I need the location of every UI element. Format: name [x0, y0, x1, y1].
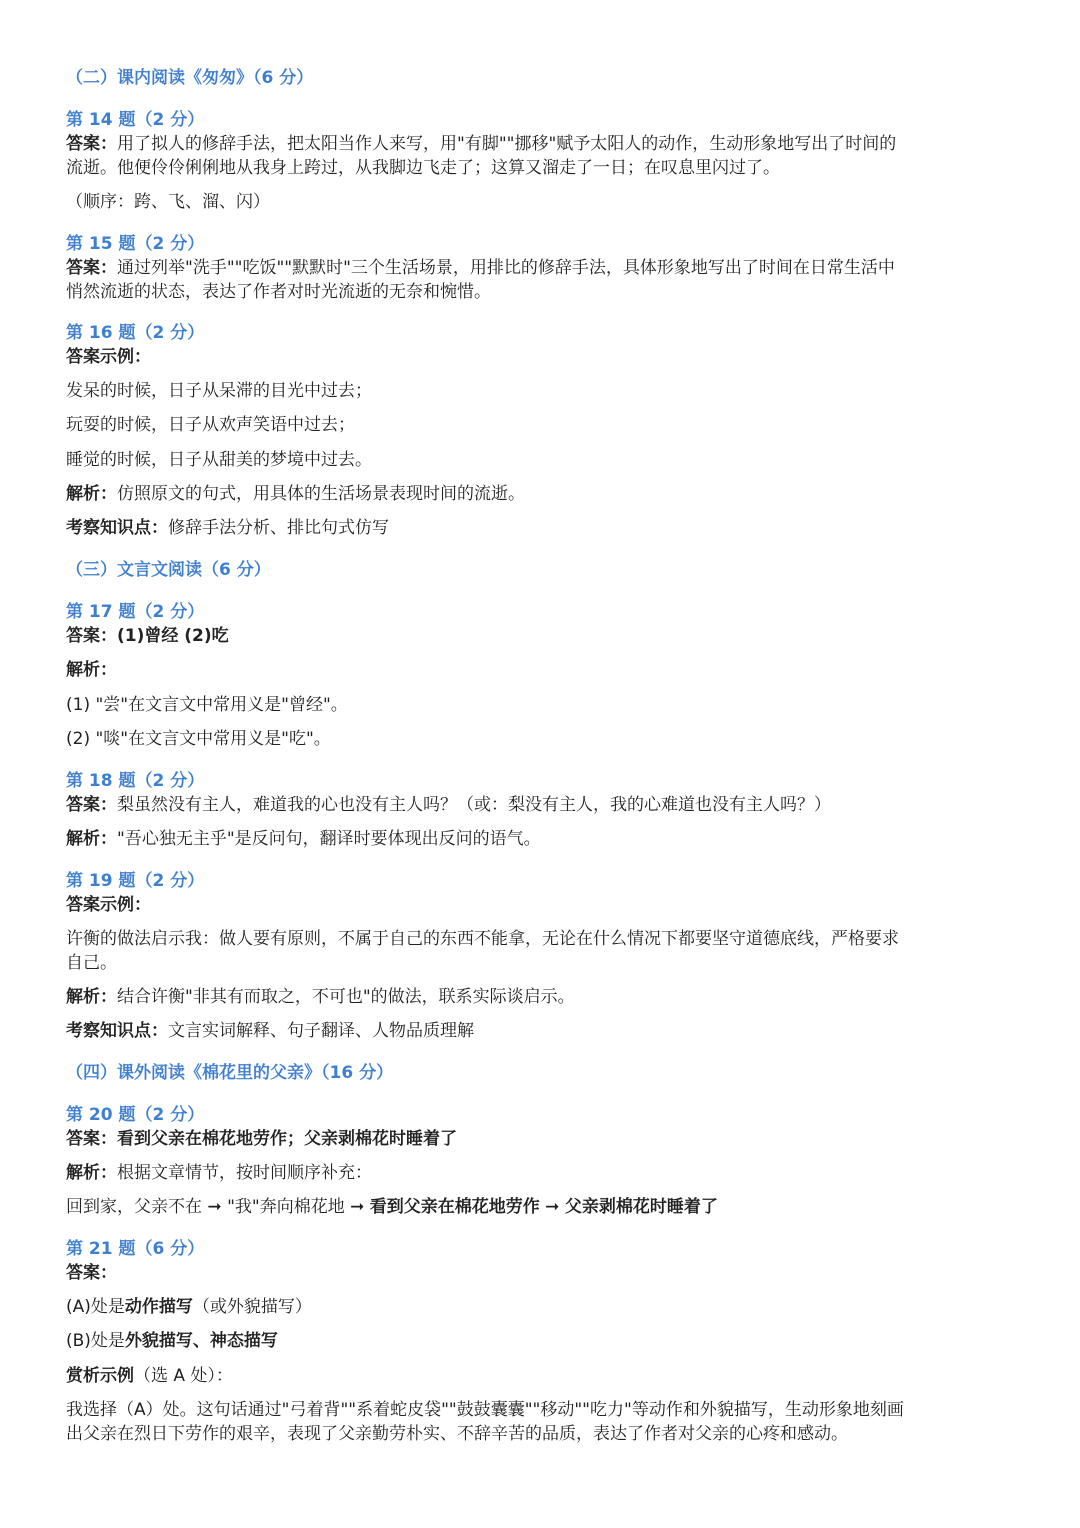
question-17-title: 第 17 题（2 分）: [66, 602, 205, 622]
section-title-kewai-yuedu: （四）课外阅读《棉花里的父亲》（16 分）: [66, 1063, 394, 1083]
answer-text: 通过列举"洗手""吃饭""默默时"三个生活场景，用排比的修辞手法，具体形象地写出了时间在日常生活中: [117, 258, 895, 278]
question-18-title: 第 18 题（2 分）: [66, 771, 205, 791]
answer-label: 答案：: [66, 134, 117, 154]
arrow-right-icon: ➞: [207, 1197, 222, 1217]
arrow-right-icon: ➞: [545, 1197, 560, 1217]
question-20-analysis: [66, 1161, 1016, 1185]
example-suffix: （选 A 处）：: [134, 1366, 233, 1386]
analysis-label: 解析：: [66, 987, 117, 1007]
question-17-analysis-1: (1) "尝"在文言文中常用义是"曾经"。: [66, 695, 348, 715]
question-19-analysis: [66, 985, 1016, 1009]
question-17-analysis-label: 解析：: [66, 660, 117, 680]
knowledge-text: 修辞手法分析、排比句式仿写: [168, 518, 389, 538]
question-16-analysis: [66, 482, 1016, 506]
question-21-answer-a: [66, 1295, 1016, 1319]
sequence-step-3: 看到父亲在棉花地劳作: [369, 1197, 540, 1217]
analysis-text: 根据文章情节，按时间顺序补充：: [117, 1163, 372, 1183]
question-18-answer: [66, 793, 1016, 817]
question-19-knowledge: [66, 1019, 1016, 1043]
arrow-right-icon: ➞: [350, 1197, 365, 1217]
question-16-example-label: 答案示例：: [66, 347, 151, 367]
analysis-text: "吾心独无主乎"是反问句，翻译时要体现出反问的语气。: [117, 829, 541, 849]
answer-b-key: 外貌描写、神态描写: [124, 1331, 278, 1351]
answer-b-prefix: (B)处是: [66, 1331, 125, 1351]
question-14-answer-line-2: 流逝。他便伶伶俐俐地从我身上跨过，从我脚边飞走了；这算又溜走了一日；在叹息里闪过了。: [66, 158, 780, 178]
question-15-title: 第 15 题（2 分）: [66, 234, 205, 254]
answer-label: 答案：: [66, 258, 117, 278]
question-18-analysis: [66, 827, 1016, 851]
analysis-text: 结合许衡"非其有而取之，不可也"的做法，联系实际谈启示。: [117, 987, 575, 1007]
question-19-title: 第 19 题（2 分）: [66, 871, 205, 891]
question-14-answer-line-1: [66, 132, 1016, 156]
answer-text: 看到父亲在棉花地劳作；父亲剥棉花时睡着了: [117, 1129, 457, 1149]
question-17-analysis-2: (2) "啖"在文言文中常用义是"吃"。: [66, 729, 331, 749]
question-21-answer-b: [66, 1329, 1016, 1353]
question-21-example-line-2: 出父亲在烈日下劳作的艰辛，表现了父亲勤劳朴实、不辞辛苦的品质，表达了作者对父亲的心疼和感动。: [66, 1424, 848, 1444]
question-19-example-label: 答案示例：: [66, 895, 151, 915]
answer-label: 答案：: [66, 1129, 117, 1149]
question-16-example-line-3: 睡觉的时候，日子从甜美的梦境中过去。: [66, 450, 372, 470]
question-21-example-heading: [66, 1364, 1016, 1388]
question-19-example-line-2: 自己。: [66, 953, 117, 973]
question-20-answer: [66, 1127, 1016, 1151]
question-21-example-line-1: 我选择（A）处。这句话通过"弓着背""系着蛇皮袋""鼓鼓囊囊""移动""吃力"等动作和外貌描写，生动形象地刻画: [66, 1400, 904, 1420]
sequence-step-4: 父亲剥棉花时睡着了: [564, 1197, 718, 1217]
question-14-title: 第 14 题（2 分）: [66, 110, 205, 130]
question-16-knowledge: [66, 516, 1016, 540]
question-20-title: 第 20 题（2 分）: [66, 1105, 205, 1125]
knowledge-text: 文言实词解释、句子翻译、人物品质理解: [168, 1021, 474, 1041]
question-16-title: 第 16 题（2 分）: [66, 323, 205, 343]
answer-a-key: 动作描写: [124, 1297, 193, 1317]
question-14-order-note: （顺序：跨、飞、溜、闪）: [66, 192, 270, 212]
question-20-sequence: [66, 1195, 1016, 1219]
analysis-label: 解析：: [66, 1163, 117, 1183]
answer-text: 用了拟人的修辞手法，把太阳当作人来写，用"有脚""挪移"赋予太阳人的动作，生动形象地写出了时间的: [117, 134, 897, 154]
question-21-title: 第 21 题（6 分）: [66, 1239, 205, 1259]
example-label: 赏析示例: [66, 1366, 134, 1386]
answer-text: (1)曾经 (2)吃: [117, 626, 229, 646]
question-15-answer-line-2: 悄然流逝的状态，表达了作者对时光流逝的无奈和惋惜。: [66, 282, 491, 302]
question-19-example-line-1: 许衡的做法启示我：做人要有原则，不属于自己的东西不能拿，无论在什么情况下都要坚守道德底线，严格要求: [66, 929, 899, 949]
question-21-answer-label: 答案：: [66, 1263, 117, 1283]
analysis-label: 解析：: [66, 484, 117, 504]
analysis-label: 解析：: [66, 829, 117, 849]
answer-label: 答案：: [66, 626, 117, 646]
sequence-step-2: "我"奔向棉花地: [227, 1197, 345, 1217]
answer-text: 梨虽然没有主人，难道我的心也没有主人吗？（或：梨没有主人，我的心难道也没有主人吗？）: [117, 795, 831, 815]
knowledge-label: 考察知识点：: [66, 1021, 168, 1041]
analysis-text: 仿照原文的句式，用具体的生活场景表现时间的流逝。: [117, 484, 525, 504]
sequence-step-1: 回到家，父亲不在: [66, 1197, 202, 1217]
question-17-answer: [66, 624, 1016, 648]
answer-a-suffix: （或外貌描写）: [192, 1297, 312, 1317]
question-16-example-line-2: 玩耍的时候，日子从欢声笑语中过去；: [66, 415, 355, 435]
knowledge-label: 考察知识点：: [66, 518, 168, 538]
answer-a-prefix: (A)处是: [66, 1297, 125, 1317]
question-15-answer-line-1: [66, 256, 1016, 280]
answer-label: 答案：: [66, 795, 117, 815]
question-16-example-line-1: 发呆的时候，日子从呆滞的目光中过去；: [66, 381, 372, 401]
section-title-wenyanwen: （三）文言文阅读（6 分）: [66, 560, 271, 580]
section-title-kenei-yuedu: （二）课内阅读《匆匆》（6 分）: [66, 68, 314, 88]
